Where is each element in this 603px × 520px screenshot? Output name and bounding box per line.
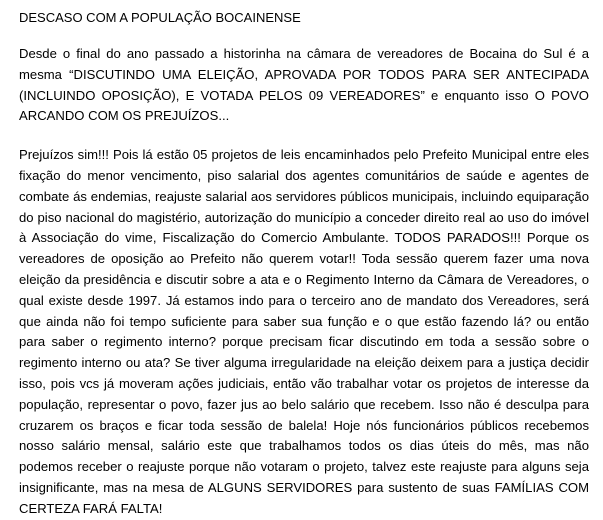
body-paragraph: Prejuízos sim!!! Pois lá estão 05 projetos de leis encaminhados pelo Prefeito Municipal entre eles fixação do menor vencimento, piso salarial dos agentes comunitários de saúde e agentes de combate ás endemias, reajuste salarial aos servidores públicos municipais, incluindo equiparação do piso nacional do magistério, autorização do município a conceder direito real ao uso do imóvel à Associação do vime, Fiscalização do Comercio Ambulante. TODOS PARADOS!!! Porque os vereadores de oposição ao Prefeito não querem votar!! Toda sessão querem fazer uma nova eleição da presidência e discutir sobre a ata e o Regimento Interno da Câmara de Vereadores, o qual existe desde 1997. Já estamos indo para o terceiro ano de mandato dos Vereadores, será que ainda não foi tempo suficiente para saber sua função e o que estão fazendo lá? ou então para saber o regimento interno? porque precisam ficar discutindo em toda a sessão sobre o regimento interno ou ata? Se tiver alguma irregularidade na eleição deixem para a justiça decidir isso, pois vcs já moveram ações judiciais, então vão trabalhar votar os projetos de interesse da população, representar o povo, fazer jus ao belo salário que recebem. Isso não é desculpa para cruzarem os braços e ficar toda sessão de balela! Hoje nós funcionários públicos recebemos nosso salário mensal, salário este que trabalhamos todos os dias úteis do mês, mas não podemos receber o reajuste porque não votaram o projeto, talvez este reajuste para alguns seja insignificante, mas na mesa de ALGUNS SERVIDORES para sustento de suas FAMÍLIAS COM CERTEZA FARÁ FALTA! [19,147,589,516]
document-title: DESCASO COM A POPULAÇÃO BOCAINENSE [19,10,301,25]
intro-paragraph: Desde o final do ano passado a historinha na câmara de vereadores de Bocaina do Sul é a mesma “DISCUTINDO UMA ELEIÇÃO, APROVADA POR TODOS PARA SER ANTECIPADA (INCLUINDO OPOSIÇÃO), E VOTADA PELOS 09 VEREADORES” e enquanto isso O POVO ARCANDO COM OS PREJUÍZOS... [19,46,589,124]
